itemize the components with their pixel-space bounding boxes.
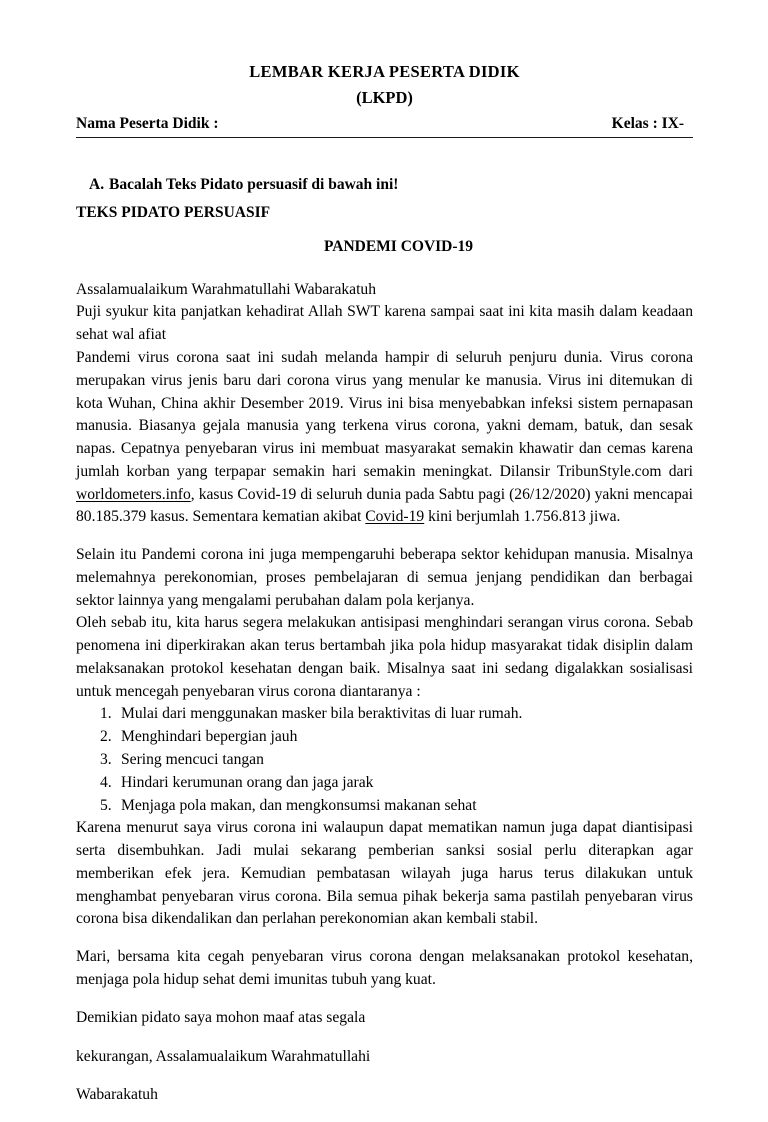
paragraph-spacer — [76, 931, 693, 946]
list-item-label: Menjaga pola makan, dan mengkonsumsi makanan sehat — [121, 796, 477, 814]
student-class-label: Kelas : IX- — [611, 115, 684, 133]
instruction-text: Bacalah Teks Pidato persuasif di bawah ini! — [109, 176, 399, 194]
speech-paragraph-1 — [76, 347, 693, 529]
paragraph-1-part-1: Pandemi virus corona saat ini sudah melanda hampir di seluruh penjuru dunia. Virus corona merupakan virus jenis baru dari corona virus yang menular ke manusia. Virus ini ditemukan di kota Wuhan, China akhir Desember 2019. Virus ini bisa menyebabkan infeksi sistem pernapasan manusia. Biasanya gejala manusia yang terkena virus corona, yakni demam, batuk, dan sesak napas. Cepatnya penyebaran virus ini membuat masyarakat semakin khawatir dan cemas karena jumlah korban yang terpapar semakin hari semakin meningkat. Dilansir TribunStyle.com dari — [76, 348, 693, 480]
student-name-label: Nama Peserta Didik : — [76, 115, 219, 133]
speech-paragraph-3: Oleh sebab itu, kita harus segera melakukan antisipasi menghindari serangan virus corona. Sebab penomena ini diperkirakan akan terus bertambah jika pola hidup masyarakat tidak disiplin dalam melaksanakan protokol kesehatan dengan baik. Misalnya saat ini sedang digalakkan sosialisasi untuk mencegah penyebaran virus corona diantaranya : — [76, 614, 693, 700]
speech-paragraph-5: Mari, bersama kita cegah penyebaran virus corona dengan melaksanakan protokol kesehatan, menjaga pola hidup sehat demi imunitas tubuh yang kuat. — [76, 948, 693, 988]
instruction-a — [76, 175, 693, 195]
list-item — [76, 795, 693, 818]
speech-title: PANDEMI COVID-19 — [323, 237, 474, 255]
document-title: LEMBAR KERJA PESERTA DIDIK — [249, 62, 520, 81]
list-item-label: Mulai dari menggunakan masker bila beraktivitas di luar rumah. — [121, 705, 523, 723]
prevention-measures-list — [76, 703, 693, 817]
list-item — [76, 726, 693, 749]
list-item — [76, 772, 693, 795]
list-item-number: 3. — [100, 750, 112, 768]
speech-body — [76, 279, 693, 1107]
instruction-letter: A. — [89, 176, 105, 194]
document-content — [76, 0, 693, 1122]
list-item-label: Menghindari bepergian jauh — [121, 728, 298, 746]
speech-closing-line-2: kekurangan, Assalamualaikum Warahmatullahi — [76, 1047, 371, 1065]
list-item — [76, 749, 693, 772]
list-item-number: 1. — [100, 705, 112, 723]
speech-closing-line-3: Wabarakatuh — [76, 1085, 158, 1103]
speech-paragraph-4: Karena menurut saya virus corona ini walaupun dapat mematikan namun juga dapat diantisipasi serta disembuhkan. Jadi mulai sekarang pemberian sanksi sosial perlu diterapkan agar memberikan efek jera. Kemudian pembatasan wilayah juga harus terus dilakukan untuk menghambat penyebaran virus corona. Bila semua pihak bekerja sama pastilah penyebaran virus corona bisa dikendalikan dan perlahan perekonomian akan kembali stabil. — [76, 819, 693, 928]
document-subtitle: (LKPD) — [356, 88, 413, 108]
speech-opening: Puji syukur kita panjatkan kehadirat Allah SWT karena sampai saat ini kita masih dalam keadaan sehat wal afiat — [76, 303, 693, 344]
list-item-number: 5. — [100, 796, 112, 814]
speech-greeting: Assalamualaikum Warahmatullahi Wabarakatuh — [76, 280, 377, 298]
list-item-label: Sering mencuci tangan — [121, 750, 264, 768]
link-worldometers[interactable]: worldometers.info — [76, 485, 191, 503]
speech-closing-line-1: Demikian pidato saya mohon maaf atas segala — [76, 1009, 366, 1027]
identity-row — [76, 115, 693, 138]
list-item-number: 4. — [100, 773, 112, 791]
list-item-number: 2. — [100, 728, 112, 746]
list-item-label: Hindari kerumunan orang dan jaga jarak — [121, 773, 374, 791]
link-covid19[interactable]: Covid-19 — [365, 508, 425, 526]
paragraph-spacer — [76, 529, 693, 544]
list-item — [76, 703, 693, 726]
text-type-heading: TEKS PIDATO PERSUASIF — [76, 204, 271, 222]
speech-paragraph-2: Selain itu Pandemi corona ini juga mempengaruhi beberapa sektor kehidupan manusia. Misalnya melemahnya perekonomian, proses pembelajaran di semua jenjang pendidikan dan berbagai sektor lainnya yang mengalami perubahan dalam pola kerjanya. — [76, 546, 693, 609]
paragraph-1-part-3: kini berjumlah 1.756.813 jiwa. — [424, 508, 621, 526]
paragraph-1-part-2: , kasus Covid-19 di seluruh dunia pada Sabtu pagi (26/12/2020) yakni mencapai 80.185.379 kasus. Sementara kematian akibat — [76, 485, 693, 526]
